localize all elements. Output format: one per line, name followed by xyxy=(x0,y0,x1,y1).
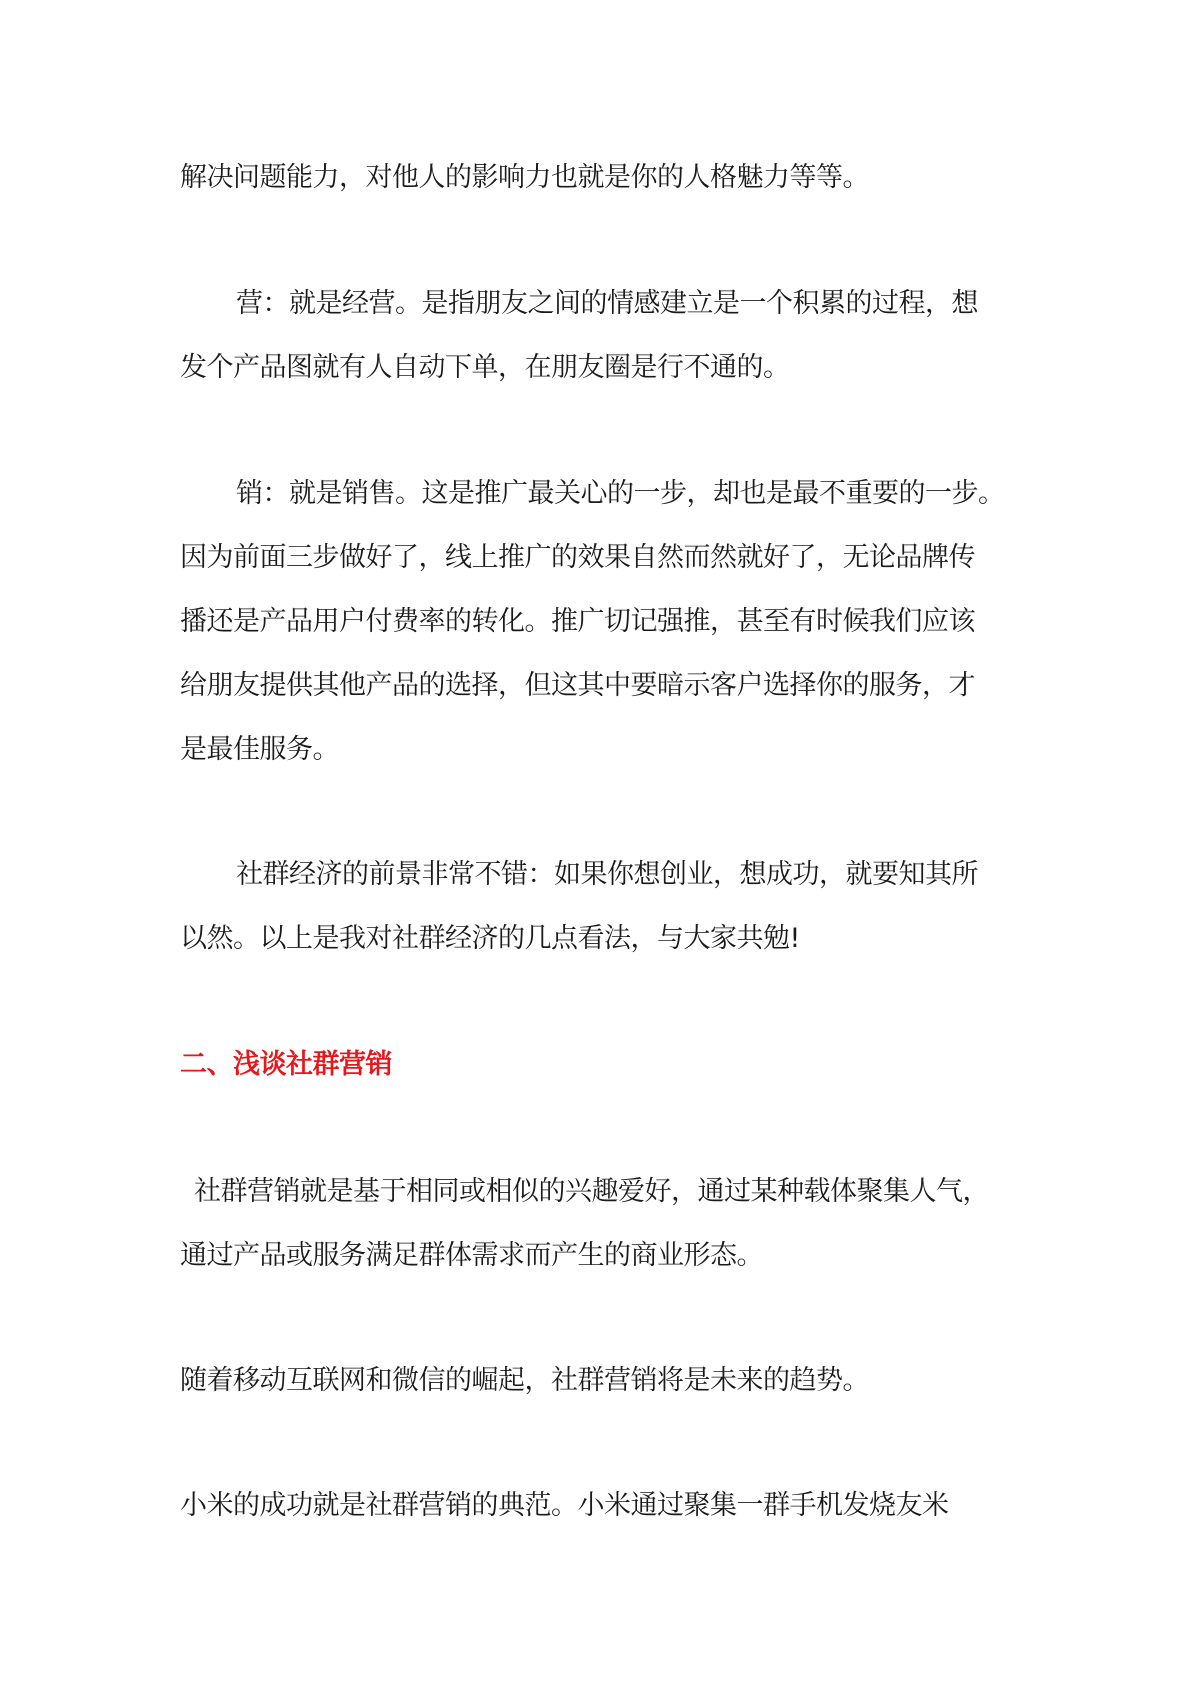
paragraph-4-line-2: 以然。以上是我对社群经济的几点看法，与大家共勉! xyxy=(180,923,800,954)
paragraph-1 xyxy=(180,146,1025,210)
paragraph-5-line-1: 社群营销就是基于相同或相似的兴趣爱好，通过某种载体聚集人气， xyxy=(194,1176,989,1207)
paragraph-5 xyxy=(180,1160,1025,1288)
paragraph-6 xyxy=(180,1349,1025,1413)
paragraph-4-line-1: 社群经济的前景非常不错：如果你想创业，想成功，就要知其所 xyxy=(236,859,978,890)
paragraph-3-line-3: 播还是产品用户付费率的转化。推广切记强推，甚至有时候我们应该 xyxy=(180,606,975,637)
paragraph-4 xyxy=(180,843,1025,971)
paragraph-6-line-1: 随着移动互联网和微信的崛起，社群营销将是未来的趋势。 xyxy=(180,1365,869,1396)
paragraph-7 xyxy=(180,1474,1025,1538)
paragraph-3-line-1: 销：就是销售。这是推广最关心的一步，却也是最不重要的一步。 xyxy=(236,478,1005,509)
paragraph-2-line-2: 发个产品图就有人自动下单，在朋友圈是行不通的。 xyxy=(180,352,790,383)
paragraph-2-line-1: 营：就是经营。是指朋友之间的情感建立是一个积累的过程，想 xyxy=(236,288,978,319)
paragraph-1-line-1: 解决问题能力，对他人的影响力也就是你的人格魅力等等。 xyxy=(180,162,869,193)
paragraph-7-line-1: 小米的成功就是社群营销的典范。小米通过聚集一群手机发烧友米 xyxy=(180,1490,949,1521)
paragraph-2 xyxy=(180,272,1025,400)
paragraph-3-line-2: 因为前面三步做好了，线上推广的效果自然而然就好了，无论品牌传 xyxy=(180,542,975,573)
paragraph-3-line-4: 给朋友提供其他产品的选择，但这其中要暗示客户选择你的服务，才 xyxy=(180,670,975,701)
paragraph-5-line-2: 通过产品或服务满足群体需求而产生的商业形态。 xyxy=(180,1240,763,1271)
section-heading: 二、浅谈社群营销 xyxy=(180,1049,392,1080)
paragraph-3 xyxy=(180,462,1025,782)
paragraph-3-line-5: 是最佳服务。 xyxy=(180,734,339,765)
